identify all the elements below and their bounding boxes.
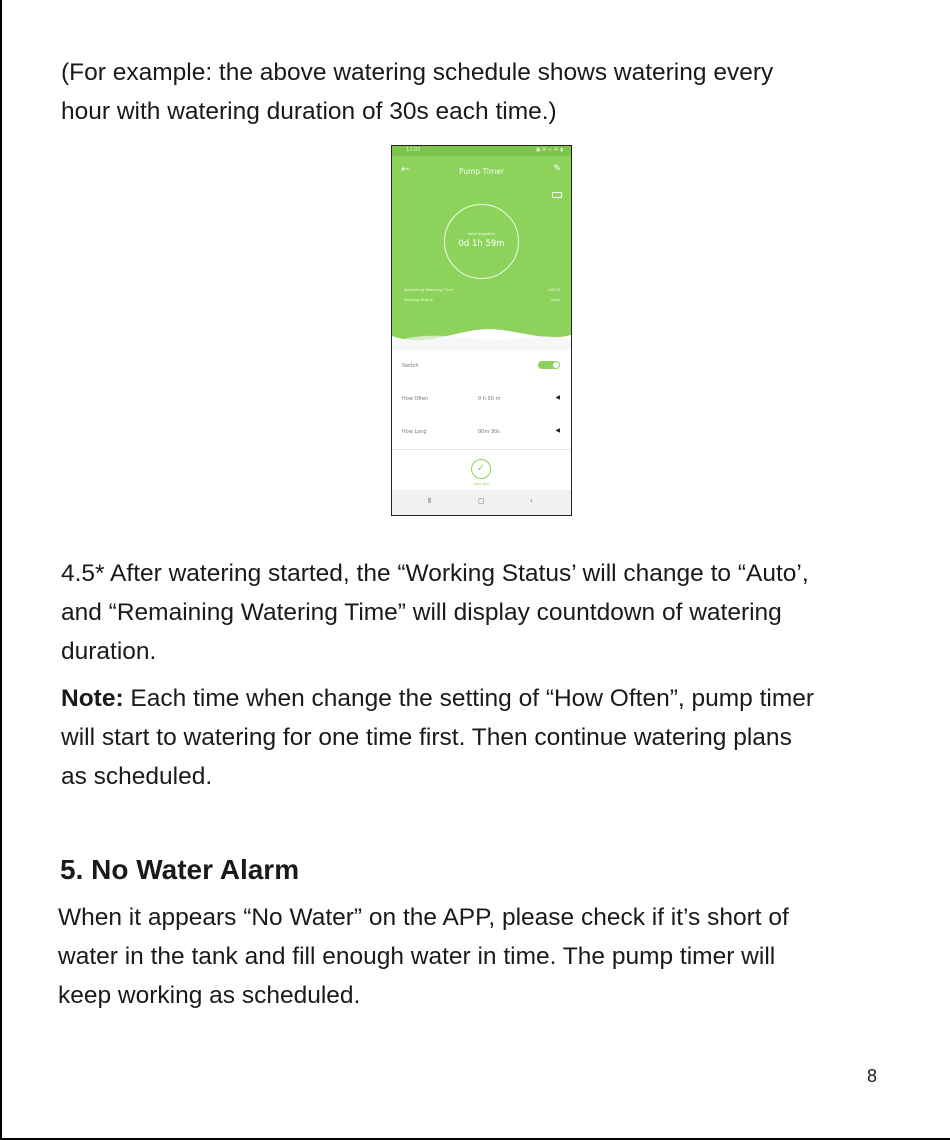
back-arrow-icon[interactable]: ←: [401, 164, 410, 175]
how-often-value: 0 h 00 m: [478, 396, 501, 402]
how-often-label: How Often: [402, 396, 429, 402]
status-time: 12:02: [406, 147, 421, 153]
no-water-alarm-text: When it appears “No Water” on the APP, please check if it’s short of water in the tank and fill enough water in time. The pump timer will keep working as scheduled.: [58, 904, 789, 1009]
working-status-value: Auto: [551, 297, 560, 302]
how-often-row[interactable]: [392, 383, 571, 417]
battery-icon: [552, 192, 562, 198]
check-icon[interactable]: ✓: [471, 459, 491, 479]
status-bar: [392, 146, 571, 156]
android-nav-bar: [392, 490, 571, 515]
note-label: Note:: [61, 685, 124, 712]
step-4-5-text: 4.5* After watering started, the “Working Status’ will change to “Auto’, and “Remaining Watering Time” will display countdown of watering duration.: [61, 560, 809, 665]
next-irrigation-value: 0d 1h 59m: [458, 239, 505, 249]
remaining-time-value: 00:29: [549, 287, 560, 292]
how-long-picker-icon[interactable]: ◀: [555, 427, 560, 434]
edit-icon[interactable]: ✎: [553, 164, 561, 174]
remaining-time-row: [404, 287, 560, 292]
working-status-label: Working Status: [404, 297, 433, 302]
section-heading: 5. No Water Alarm: [60, 854, 300, 885]
how-long-label: How Long: [402, 429, 427, 435]
how-long-value: 00m 30s: [478, 429, 500, 435]
switch-toggle[interactable]: [538, 361, 560, 369]
auto-run-label: Auto Run: [473, 482, 490, 486]
app-title: Pump Timer: [458, 167, 505, 176]
working-status-row: [404, 297, 560, 302]
switch-label: Switch: [402, 363, 419, 369]
how-long-row[interactable]: [392, 416, 571, 450]
recent-apps-icon[interactable]: ⦀: [428, 497, 432, 505]
note-text: Each time when change the setting of “How Often”, pump timer will start to watering for one time first. Then continue watering plans as scheduled.: [61, 685, 815, 790]
next-irrigation-label: Next Irrigation: [467, 231, 496, 236]
switch-row[interactable]: [392, 350, 571, 384]
how-often-picker-icon[interactable]: ◀: [555, 394, 560, 401]
page-number: 8: [867, 1066, 878, 1086]
app-screenshot: [391, 145, 572, 516]
example-caption: (For example: the above watering schedule shows watering every hour with watering duration of 30s each time.): [61, 59, 774, 125]
status-icons: ▣ ✉ ≈ ⁂ ▮: [535, 147, 563, 153]
back-nav-icon[interactable]: ‹: [530, 497, 533, 505]
remaining-time-label: Remaining Watering Time: [404, 287, 453, 292]
home-icon[interactable]: ▢: [478, 497, 485, 505]
countdown-ring: [444, 204, 519, 279]
note-paragraph: [61, 679, 931, 796]
